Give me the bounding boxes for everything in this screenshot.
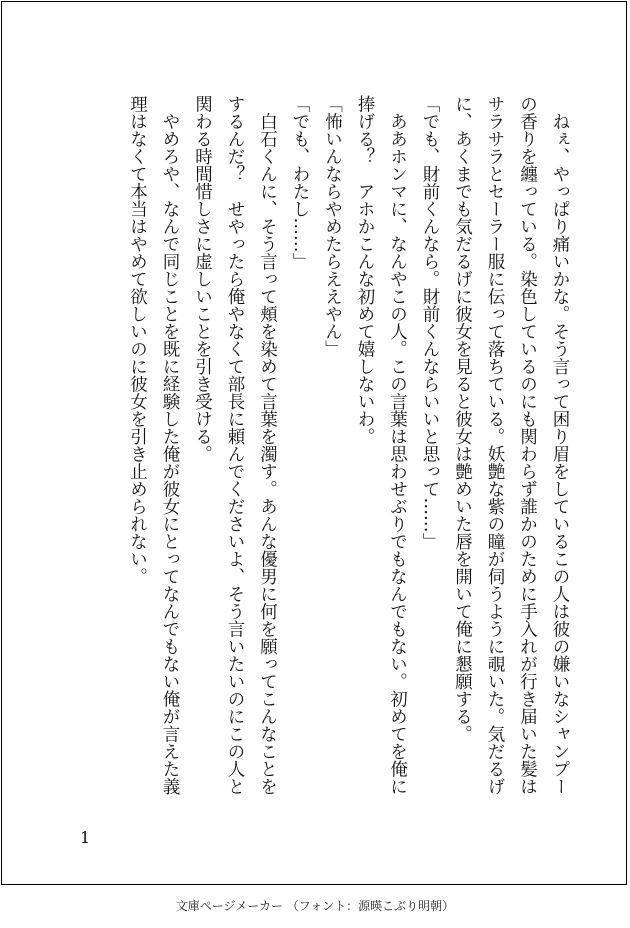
- paragraph: やめろや、なんで同じことを既に経験した俺が彼女にとってなんでもない俺が言えた義理はなくて本当はやめて欲しいのに彼女を引き止められない。: [127, 95, 180, 795]
- footer-credit: 文庫ページメーカー （フォント：源暎こぶり明朝）: [175, 899, 455, 913]
- vertical-text-body: [56, 95, 576, 795]
- paragraph: ねぇ、やっぱり痛いかな。そう言って困り眉をしているこの人は彼の嫌いなシャンプーの香りを纏っている。染色しているのにも関わらず誰かのために手入れが行き届いた髪はサラサラとセーラー服に伝って落ちている。妖艶な紫の瞳が伺うように覗いた。気だるげに、あくまでも気だるげに彼女を見ると彼女は艶めいた唇を開いて俺に懇願する。: [452, 95, 570, 795]
- paragraph: 「でも、財前くんなら。財前くんならいいと思って……」: [420, 95, 440, 550]
- book-page: [1, 1, 627, 885]
- paragraph: 「でも、わたし……」: [290, 95, 310, 270]
- page-number: 1: [80, 828, 91, 847]
- paragraph: 「怖いんならやめたらええやん」: [322, 95, 343, 358]
- paragraph: ああホンマに、なんやこの人。この言葉は思わせぶりでもなんでもない。初めてを俺に捧げる？ アホかこんな初めて嬉しないわ。: [355, 95, 408, 795]
- paragraph: 白石くんに、そう言って頬を染めて言葉を濁す。あんな優男に何を願ってこんなことをするんだ？ せやったら俺やなくて部長に頼んでくださいよ、そう言いたいのにこの人と関わる時間惜しさに虚しいことを引き受ける。: [192, 95, 278, 795]
